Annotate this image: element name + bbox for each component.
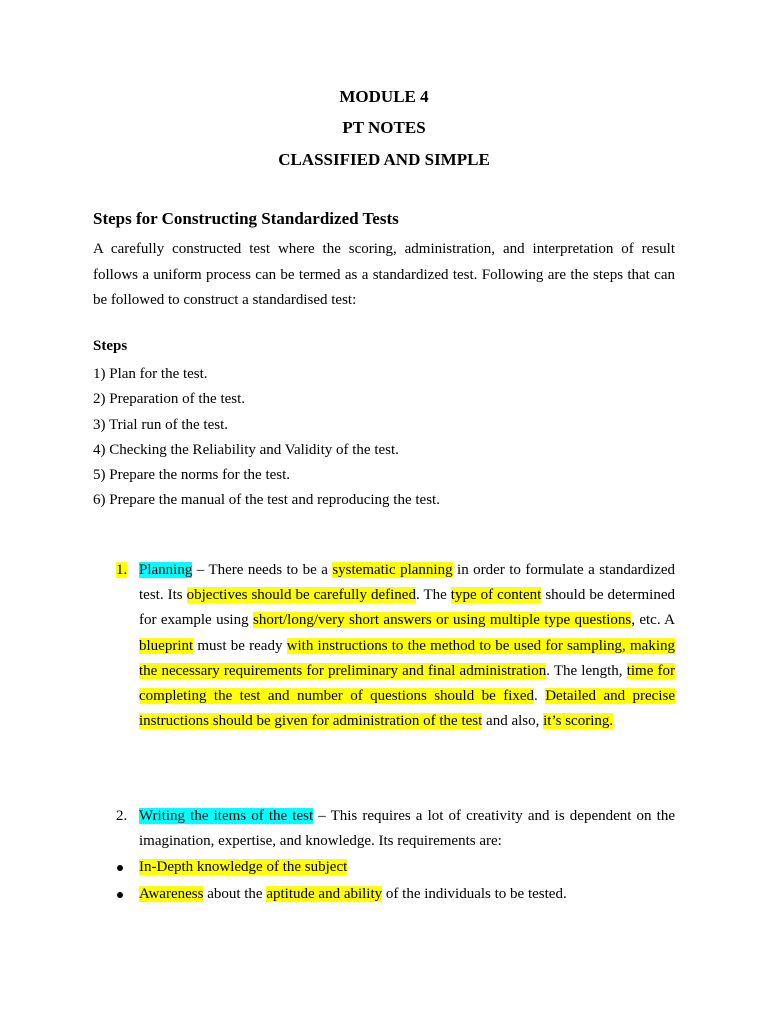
section-heading: Steps for Constructing Standardized Tests xyxy=(93,209,399,228)
bullet-icon xyxy=(117,865,123,871)
planning-number: 1. xyxy=(116,562,128,578)
step-item: 5) Prepare the norms for the test. xyxy=(93,467,291,484)
planning-term: Planning xyxy=(139,562,193,578)
requirements-list xyxy=(116,855,567,909)
classified-title: CLASSIFIED AND SIMPLE xyxy=(278,150,490,169)
module-title: MODULE 4 xyxy=(339,87,429,106)
writing-paragraph: Writing the items of the test – This requires a lot of creativity and is dependent on the imagination, expertise, and knowledge. Its requirements are: xyxy=(139,808,675,850)
bullet-icon xyxy=(117,892,123,898)
list-item: Awareness about the aptitude and ability of the individuals to be tested. xyxy=(116,882,567,909)
step-item: 1) Plan for the test. xyxy=(93,366,208,382)
writing-term: Writing the items of the test xyxy=(139,808,314,824)
planning-paragraph: Planning – There needs to be a systematic planning in order to formulate a standardized test. Its objectives should be carefully defined. The type of content should be determined for example using short/long/very short answers or using multiple type questions, etc. A blueprint must be ready with instructions to the method to be used for sampling, making the necessary requirements for preliminary and final administration. The length, time for completing the test and number of questions should be fixed. Detailed and precise instructions should be given for administration of the test and also, it’s scoring. xyxy=(139,562,676,730)
steps-title: Steps xyxy=(93,338,128,354)
step-item: 6) Prepare the manual of the test and reproducing the test. xyxy=(93,492,440,509)
list-item: In-Depth knowledge of the subject xyxy=(116,855,567,882)
steps-list xyxy=(93,362,440,514)
step-item: 2) Preparation of the test. xyxy=(93,391,246,408)
intro-paragraph: A carefully constructed test where the scoring, administration, and interpretation of result follows a uniform process can be termed as a standardized test. Following are the steps that can be followed to construct a standardised test: xyxy=(93,241,675,308)
pt-notes-title: PT NOTES xyxy=(342,118,426,137)
step-item: 3) Trial run of the test. xyxy=(93,416,228,433)
step-item: 4) Checking the Reliability and Validity of the test. xyxy=(93,441,399,458)
writing-number: 2. xyxy=(116,808,128,824)
